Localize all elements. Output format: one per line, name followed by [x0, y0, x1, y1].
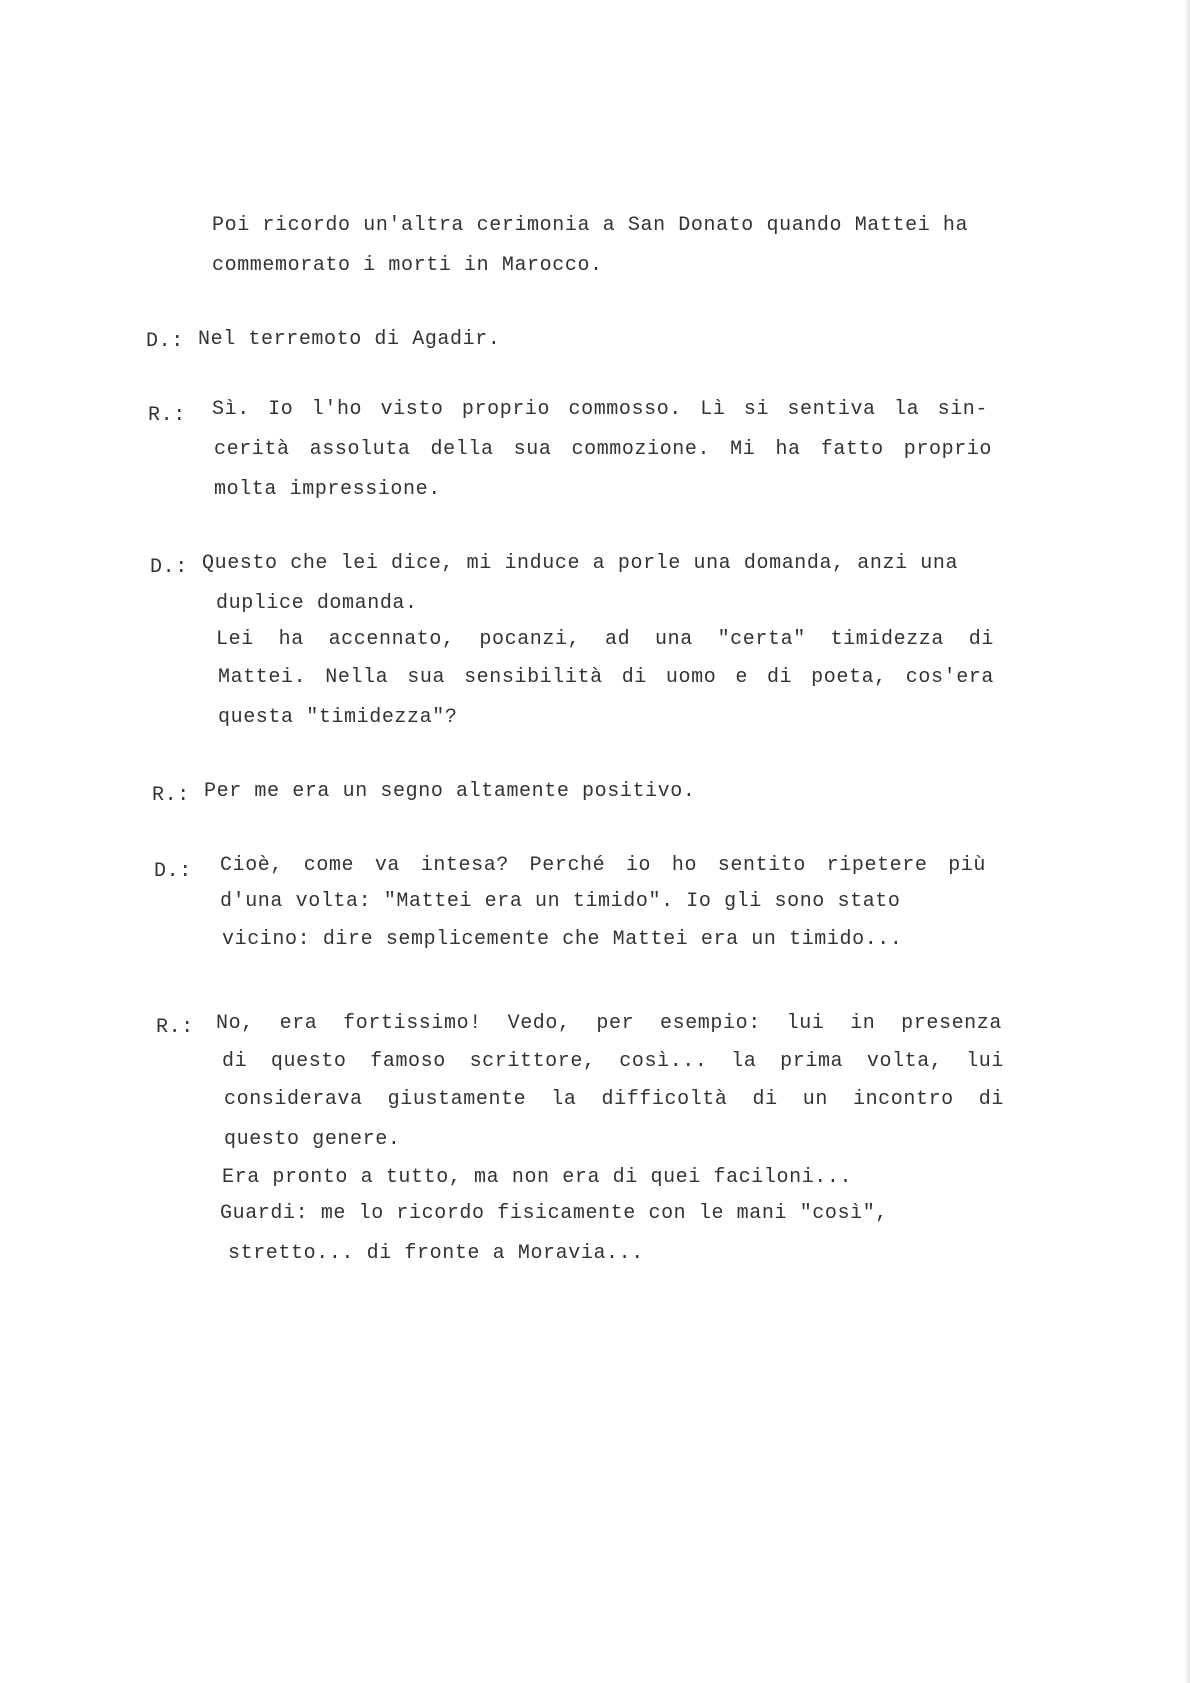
text-line: di questo famoso scrittore, così... la prima volta, lui — [222, 1050, 1004, 1073]
speaker-label: R.: — [156, 1016, 194, 1039]
text-line: commemorato i morti in Marocco. — [212, 254, 603, 277]
speaker-label: D.: — [150, 556, 188, 579]
speaker-label: R.: — [148, 404, 186, 427]
text-line: Guardi: me lo ricordo fisicamente con le mani "così", — [220, 1202, 888, 1225]
text-line: d'una volta: "Mattei era un timido". Io gli sono stato — [220, 890, 901, 913]
text-line: duplice domanda. — [216, 592, 418, 615]
text-line: Lei ha accennato, pocanzi, ad una "certa" timidezza di — [216, 628, 994, 651]
text-line: No, era fortissimo! Vedo, per esempio: lui in presenza — [216, 1012, 1002, 1035]
text-line: Cioè, come va intesa? Perché io ho sentito ripetere più — [220, 854, 986, 877]
text-line: cerità assoluta della sua commozione. Mi ha fatto proprio — [214, 438, 992, 461]
speaker-label: D.: — [146, 330, 184, 353]
text-line: Nel terremoto di Agadir. — [198, 328, 501, 351]
text-line: questo genere. — [224, 1128, 401, 1151]
text-line: Per me era un segno altamente positivo. — [204, 780, 696, 803]
speaker-label: D.: — [154, 860, 192, 883]
page-edge-shadow — [1184, 0, 1190, 1683]
text-line: considerava giustamente la difficoltà di un incontro di — [224, 1088, 1004, 1111]
text-line: stretto... di fronte a Moravia... — [228, 1242, 644, 1265]
text-line: Mattei. Nella sua sensibilità di uomo e di poeta, cos'era — [218, 666, 994, 689]
text-line: Poi ricordo un'altra cerimonia a San Donato quando Mattei ha — [212, 214, 969, 237]
text-line: molta impressione. — [214, 478, 441, 501]
text-line: questa "timidezza"? — [218, 706, 458, 729]
text-line: vicino: dire semplicemente che Mattei era un timido... — [222, 928, 903, 951]
speaker-label: R.: — [152, 784, 190, 807]
text-line: Sì. Io l'ho visto proprio commosso. Lì si sentiva la sin- — [212, 398, 988, 421]
text-line: Era pronto a tutto, ma non era di quei faciloni... — [222, 1166, 853, 1189]
text-line: Questo che lei dice, mi induce a porle una domanda, anzi una — [202, 552, 959, 575]
